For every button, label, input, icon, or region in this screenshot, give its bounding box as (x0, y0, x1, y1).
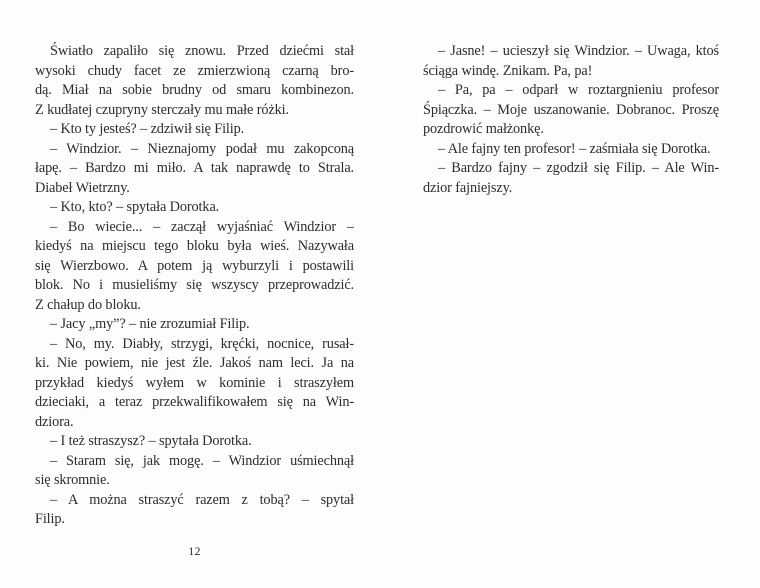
text-line: kiedyś na miejscu tego bloku była wieś. Nazywała (35, 238, 354, 254)
text-line: się Wierzbowo. A potem ją wyburzyli i postawili (35, 257, 354, 274)
text-line: Diabeł Wietrzny. (35, 179, 130, 196)
text-line: Z chałup do bloku. (35, 296, 141, 313)
text-line: – Windzior. – Nieznajomy podał mu zakopconą (50, 140, 354, 157)
text-line: blok. No i musieliśmy się wszyscy przeprowadzić. (35, 277, 354, 293)
text-line: – Staram się, jak mogę. – Windzior uśmiechnął (50, 452, 354, 469)
page-number: 12 (188, 544, 201, 558)
text-line: się skromnie. (35, 472, 110, 488)
text-line: – Ale fajny ten profesor! – zaśmiała się Dorotka. (438, 140, 711, 157)
text-line: – Kto, kto? – spytała Dorotka. (50, 199, 220, 215)
text-line: ściąga windę. Znikam. Pa, pa! (423, 62, 593, 79)
text-line: Z kudłatej czupryny sterczały mu małe różki. (35, 101, 289, 118)
left-page-text (35, 42, 354, 530)
text-line: – Pa, pa – odparł w roztargnieniu profesor (438, 82, 719, 98)
text-line: przykład kiedyś wyłem w kominie i straszyłem (35, 374, 354, 391)
text-line: Filip. (35, 511, 65, 527)
text-line: ki. Nie powiem, nie jest źle. Jakoś nam leci. Ja na (35, 355, 354, 371)
text-line: – I też straszysz? – spytała Dorotka. (50, 433, 252, 449)
text-line: Śpiączka. – Moje uszanowanie. Dobranoc. Proszę (423, 101, 719, 118)
text-line: wysoki chudy facet ze zmierzwioną czarną bro- (35, 62, 354, 79)
text-line: pozdrowić małżonkę. (423, 121, 544, 137)
text-line: dziora. (35, 413, 74, 430)
text-line: dą. Miał na sobie brudny od smaru kombinezon. (35, 82, 354, 98)
text-line: – Jacy „my”? – nie zrozumiał Filip. (50, 316, 250, 332)
text-line: dzior fajniejszy. (423, 179, 513, 196)
text-line: Światło zapaliło się znowu. Przed dziećmi stał (50, 43, 354, 59)
text-line: – A można straszyć razem z tobą? – spytał (50, 491, 354, 508)
text-line: – Jasne! – ucieszył się Windzior. – Uwaga, ktoś (438, 43, 719, 59)
text-line: łapę. – Bardzo mi miło. A tak naprawdę to Strala. (35, 160, 354, 176)
text-line: dzieciaki, a teraz przekwalifikowałem się na Win- (35, 394, 354, 410)
text-line: – Bardzo fajny – zgodził się Filip. – Ale Win- (438, 160, 719, 176)
text-line: – Bo wiecie... – zaczął wyjaśniać Windzior – (50, 218, 354, 235)
text-line: – Kto ty jesteś? – zdziwił się Filip. (50, 121, 245, 137)
text-line: – No, my. Diabły, strzygi, kręćki, nocnice, rusał- (50, 335, 354, 352)
right-page-text (423, 42, 719, 198)
